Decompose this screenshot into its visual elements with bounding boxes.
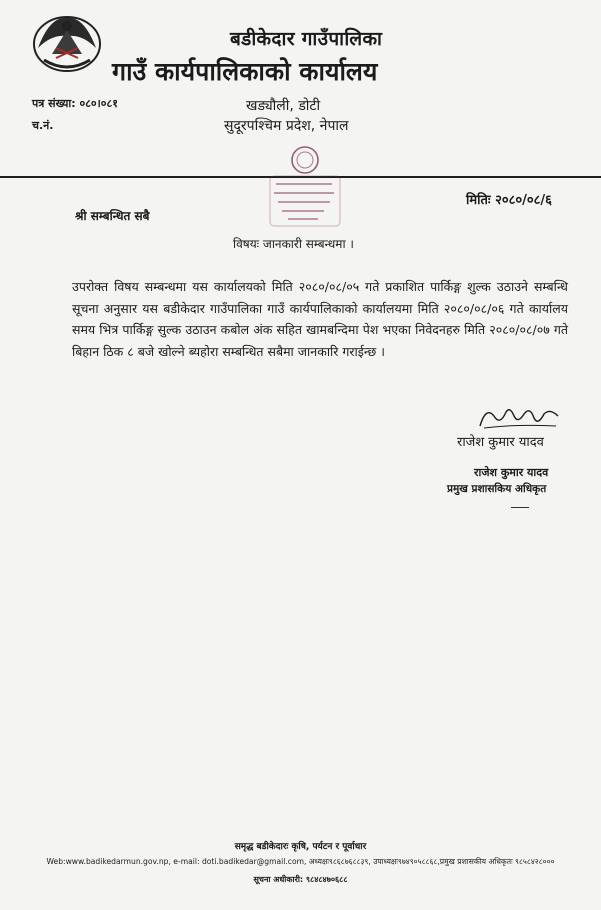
- office-name: गाउँ कार्यपालिकाको कार्यालय: [112, 57, 378, 86]
- government-emblem-icon: [30, 8, 104, 74]
- org-name: बडीकेदार गाउँपालिका: [230, 28, 383, 50]
- dispatch-number: च.नं.: [32, 119, 54, 132]
- recipient: श्री सम्बन्धित सबै: [75, 209, 150, 223]
- footer-slogan: समृद्ध बडीकेदारः कृषि, पर्यटन र पूर्वाधार: [234, 842, 367, 852]
- signatory-stamp-name: राजेश कुमार यादव: [474, 466, 549, 479]
- footer-info-officer: सूचना अधीकारी: ९८४८४७०६८८: [253, 875, 348, 884]
- address-line-1: खड्यौली, डोटी: [246, 98, 321, 114]
- signatory-stamp-title: प्रमुख प्रशासकिय अधिकृत: [447, 483, 547, 495]
- address-line-2: सुदूरपश्चिम प्रदेश, नेपाल: [224, 118, 349, 134]
- signatory-name: राजेश कुमार यादव: [457, 435, 544, 450]
- letter-body: उपरोक्त विषय सम्बन्धमा यस कार्यालयको मिति २०८०/०८/०५ गते प्रकाशित पार्किङ्ग शुल्क उठाउने सम्बन्धि सूचना अनुसार यस बडीकेदार गाउँपालिका गाउँ कार्यपालिकाको कार्यालयमा मिति २०८०/०८/०६ गते कार्यालय समय भित्र पार्किङ्ग सुल्क उठाउन कबोल अंक सहित खामबन्दिमा पेश भएका निवेदनहरु मिति २०८०/०८/०७ गते बिहान ठिक ८ बजे खोल्ने ब्यहोरा सम्बन्धित सबैमा जानकारि गराईन्छ ।: [72, 279, 568, 359]
- letter-date: मितिः २०८०/०८/६: [466, 193, 552, 208]
- reference-number: पत्र संख्या: ०८०।०८१: [32, 97, 118, 110]
- office-seal-icon: [262, 140, 348, 232]
- handwritten-signature-icon: [476, 402, 562, 432]
- footer-contacts: Web:www.badikedarmun.gov.np, e-mail: doti.badikedar@gmail.com, अध्यक्षः९८६८७६८८३९, उपाध्यक्षः९७४९०५८८६८,प्रमुख प्रशासकीय अधिकृतः ९८५८४२८०००: [46, 857, 555, 866]
- stamp-underline: [511, 507, 529, 508]
- subject-line: विषयः जानकारी सम्बन्धमा ।: [233, 237, 354, 251]
